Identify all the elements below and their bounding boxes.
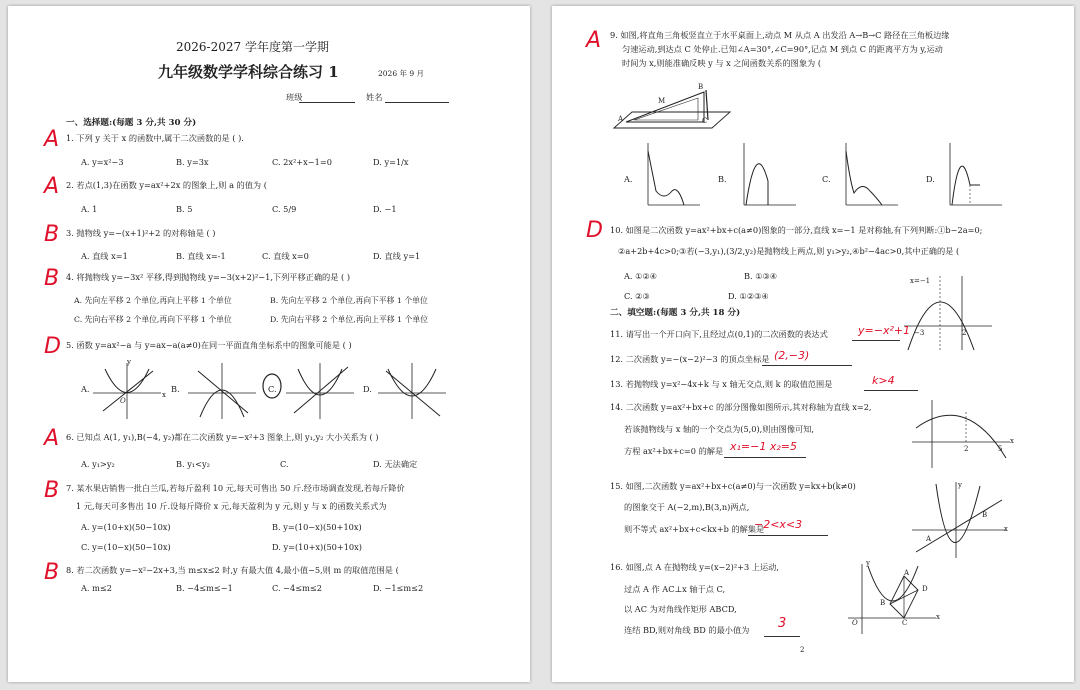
year-term: 2026-2027 学年度第一学期 — [176, 40, 329, 54]
q9-graph-b — [738, 141, 798, 211]
q7-option-b: B. y=(10−x)(50+10x) — [272, 522, 362, 532]
answer-mark-q6: A — [44, 426, 60, 451]
q16-blank — [764, 636, 800, 637]
q5-stem: 5. 函数 y=ax²−a 与 y=ax−a(a≠0)在同一平面直角坐标系中的图象可能是 ( ) — [66, 340, 352, 350]
q10-option-b: B. ①③④ — [744, 271, 778, 281]
q10-option-c: C. ②③ — [624, 291, 650, 301]
q15-blank — [748, 535, 828, 536]
q14-text-line1: 14. 二次函数 y=ax²+bx+c 的部分图像如图所示,其对称轴为直线 x=2, — [610, 402, 872, 412]
q1-stem: 1. 下列 y 关于 x 的函数中,属于二次函数的是 ( ). — [66, 133, 244, 143]
q6-stem: 6. 已知点 A(1, y₁),B(−4, y₂)都在二次函数 y=−x²+3 图象上,则 y₁,y₂ 大小关系为 ( ) — [66, 432, 379, 442]
q5-a-x-label: x — [162, 391, 166, 399]
q1-option-c: C. 2x²+x−1=0 — [272, 157, 332, 167]
q14-parabola-graph — [912, 398, 1012, 470]
q9-fig-label-m: M — [658, 97, 666, 105]
q15-x-label: x — [1004, 525, 1008, 533]
q7-option-d: D. y=(10+x)(50+10x) — [272, 542, 362, 552]
q12-blank — [762, 365, 852, 366]
q5-c-circle-mark — [261, 372, 285, 402]
q15-text-line2: 的图象交于 A(−2,m),B(3,n)两点, — [624, 502, 750, 512]
q15-text-line3: 则不等式 ax²+bx+c<kx+b 的解集是 — [624, 524, 765, 534]
name-blank — [385, 102, 449, 103]
q3-option-d: D. 直线 y=1 — [373, 251, 421, 261]
q1-option-d: D. y=1/x — [373, 157, 409, 167]
q15-point-b: B — [982, 511, 988, 519]
q3-option-b: B. 直线 x=-1 — [176, 251, 226, 261]
q9-fig-label-a: A — [618, 115, 624, 123]
q5-option-b: B. — [171, 384, 180, 394]
q16-text-line4: 连结 BD,则对角线 BD 的最小值为 — [624, 625, 750, 635]
q16-point-a: A — [904, 569, 910, 577]
page-number: 2 — [800, 646, 805, 654]
q10-option-a: A. ①②④ — [624, 271, 658, 281]
exam-title: 九年级数学学科综合练习 1 — [158, 63, 339, 81]
answer-mark-q2: A — [44, 174, 60, 199]
q13-answer: k>4 — [872, 374, 895, 387]
name-label: 姓名 — [366, 92, 383, 102]
answer-mark-q7: B — [44, 478, 60, 503]
q4-option-a: A. 先向左平移 2 个单位,再向上平移 1 个单位 — [74, 296, 232, 305]
exam-date: 2026 年 9 月 — [378, 69, 425, 78]
q16-graph — [848, 562, 938, 636]
answer-mark-q9: A — [586, 28, 602, 53]
answer-mark-q4: B — [44, 266, 60, 291]
q15-point-a: A — [926, 535, 932, 543]
q1-option-b: B. y=3x — [176, 157, 209, 167]
q3-option-c: C. 直线 x=0 — [262, 251, 309, 261]
q8-option-c: C. −4≤m≤2 — [272, 583, 322, 593]
q8-option-b: B. −4≤m≤−1 — [176, 583, 233, 593]
q11-blank — [852, 340, 900, 341]
q9-triangle-figure — [612, 76, 732, 134]
q14-blank — [724, 457, 806, 458]
q4-option-d: D. 先向右平移 2 个单位,再向上平移 1 个单位 — [270, 315, 428, 324]
class-label: 班级 — [286, 92, 303, 102]
exam-page-1 — [8, 6, 530, 682]
q5-option-c: C. — [268, 384, 277, 394]
q10-line2: ②a+2b+4c>0;③若(−3,y₁),(3/2,y₂)是抛物线上两点,则 y₁>y₂,④b²−4ac>0,其中正确的是 ( — [618, 246, 960, 256]
q14-text-line3: 方程 ax²+bx+c=0 的解是 — [624, 446, 724, 456]
q8-option-d: D. −1≤m≤2 — [373, 583, 424, 593]
q5-graph-b — [188, 361, 258, 421]
section-fill-heading: 二、填空题:(每题 3 分,共 18 分) — [610, 308, 741, 318]
q14-answer: x₁=−1 x₂=5 — [730, 440, 797, 453]
q16-x-label: x — [936, 613, 940, 621]
q9-line3: 时间为 x,则能准确反映 y 与 x 之间函数关系的图象为 ( — [622, 58, 822, 68]
q3-stem: 3. 抛物线 y=−(x+1)²+2 的对称轴是 ( ) — [66, 228, 216, 238]
q15-answer: −2<x<3 — [754, 518, 803, 531]
q2-option-d: D. −1 — [373, 204, 397, 214]
q12-text: 12. 二次函数 y=−(x−2)²−3 的顶点坐标是 — [610, 354, 770, 364]
q11-text: 11. 请写出一个开口向下,且经过点(0,1)的二次函数的表达式 — [610, 329, 828, 339]
q13-blank — [864, 390, 918, 391]
q9-graph-a — [642, 141, 702, 211]
q10-sym-axis-label: x=−1 — [910, 277, 931, 285]
q15-graph — [912, 480, 1008, 560]
q7-stem-line1: 7. 某水果店销售一批白兰瓜,若每斤盈利 10 元,每天可售出 50 斤.经市场调查发现,若每斤降价 — [66, 483, 405, 493]
q3-option-a: A. 直线 x=1 — [81, 251, 128, 261]
q9-graph-d — [944, 141, 1004, 211]
q7-option-a: A. y=(10+x)(50−10x) — [81, 522, 171, 532]
answer-mark-q8: B — [44, 560, 60, 585]
section-choice-heading: 一、选择题:(每题 3 分,共 30 分) — [66, 118, 197, 128]
q14-tick-2: 2 — [964, 445, 969, 453]
answer-mark-q5: D — [44, 334, 61, 359]
q5-option-d: D. — [363, 384, 372, 394]
q2-option-c: C. 5/9 — [272, 204, 297, 214]
q7-option-c: C. y=(10−x)(50−10x) — [81, 542, 171, 552]
exam-page-2 — [552, 6, 1074, 682]
q6-option-d: D. 无法确定 — [373, 459, 418, 469]
q16-text-line1: 16. 如图,点 A 在抛物线 y=(x−2)²+3 上运动, — [610, 562, 779, 572]
q9-option-a: A. — [624, 174, 633, 184]
q10-option-d: D. ①②③④ — [728, 291, 769, 301]
q16-point-d: D — [922, 585, 928, 593]
q5-graph-a — [93, 361, 163, 421]
q11-answer: y=−x²+1 — [858, 324, 911, 337]
q9-fig-label-b: B — [698, 83, 704, 91]
q9-line2: 匀速运动,到达点 C 处停止.已知∠A=30°,∠C=90°,记点 M 到点 C 的距离平方为 y,运动 — [622, 44, 943, 54]
q10-line1: 10. 如图是二次函数 y=ax²+bx+c(a≠0)图象的一部分,直线 x=−1 是对称轴,有下列判断:①b−2a=0; — [610, 225, 983, 235]
q6-option-a: A. y₁>y₂ — [81, 459, 115, 469]
q10-tick-2: 2 — [962, 329, 967, 337]
q10-tick-neg3: −3 — [914, 329, 925, 337]
q14-text-line2: 若该抛物线与 x 轴的一个交点为(5,0),则由图像可知, — [624, 424, 815, 434]
q5-a-origin: O — [120, 397, 126, 405]
q16-y-label: y — [866, 559, 870, 567]
answer-mark-q3: B — [44, 222, 60, 247]
q14-x-label: x — [1010, 437, 1014, 445]
q1-option-a: A. y=x²−3 — [81, 157, 124, 167]
class-blank — [299, 102, 355, 103]
q5-graph-c — [286, 361, 356, 421]
q8-option-a: A. m≤2 — [81, 583, 112, 593]
q9-fig-label-c: C — [702, 117, 708, 125]
q16-point-c: C — [902, 619, 908, 627]
answer-mark-q10: D — [586, 218, 603, 243]
q9-graph-c — [840, 141, 900, 211]
answer-mark-q1: A — [44, 127, 60, 152]
q16-text-line3: 以 AC 为对角线作矩形 ABCD, — [624, 604, 737, 614]
q4-stem: 4. 将抛物线 y=−3x² 平移,得到抛物线 y=−3(x+2)²−1,下列平移正确的是 ( ) — [66, 272, 351, 282]
q9-option-d: D. — [926, 174, 935, 184]
q9-option-c: C. — [822, 174, 831, 184]
q9-option-b: B. — [718, 174, 727, 184]
q13-text: 13. 若抛物线 y=x²−4x+k 与 x 轴无交点,则 k 的取值范围是 — [610, 379, 833, 389]
q5-graph-d — [378, 361, 448, 421]
q9-line1: 9. 如图,将直角三角板竖直立于水平桌面上,动点 M 从点 A 出发沿 A→B→C 路径在三角板边缘 — [610, 30, 950, 40]
q4-option-b: B. 先向左平移 2 个单位,再向下平移 1 个单位 — [270, 296, 428, 305]
q2-option-b: B. 5 — [176, 204, 193, 214]
q16-text-line2: 过点 A 作 AC⊥x 轴于点 C, — [624, 584, 726, 594]
q12-answer: (2,−3) — [774, 349, 810, 362]
q8-stem: 8. 若二次函数 y=−x²−2x+3,当 m≤x≤2 时,y 有最大值 4,最小值−5,则 m 的取值范围是 ( — [66, 565, 399, 575]
q2-stem: 2. 若点(1,3)在函数 y=ax²+2x 的图象上,则 a 的值为 ( — [66, 180, 267, 190]
q4-option-c: C. 先向右平移 2 个单位,再向下平移 1 个单位 — [74, 315, 232, 324]
q2-option-a: A. 1 — [81, 204, 98, 214]
q5-option-a: A. — [81, 384, 90, 394]
q16-point-b: B — [880, 599, 886, 607]
q15-y-label: y — [958, 481, 962, 489]
q15-text-line1: 15. 如图,二次函数 y=ax²+bx+c(a≠0)与一次函数 y=kx+b(k≠0) — [610, 481, 856, 491]
q14-tick-5: 5 — [998, 445, 1003, 453]
q6-option-c: C. — [280, 459, 289, 469]
q16-answer: 3 — [778, 616, 787, 631]
q5-a-y-label: y — [127, 358, 131, 366]
q6-option-b: B. y₁<y₂ — [176, 459, 210, 469]
q16-origin: O — [852, 619, 858, 627]
q7-stem-line2: 1 元,每天可多售出 10 斤.设每斤降价 x 元,每天盈利为 y 元,则 y 与 x 的函数关系式为 — [76, 501, 387, 511]
